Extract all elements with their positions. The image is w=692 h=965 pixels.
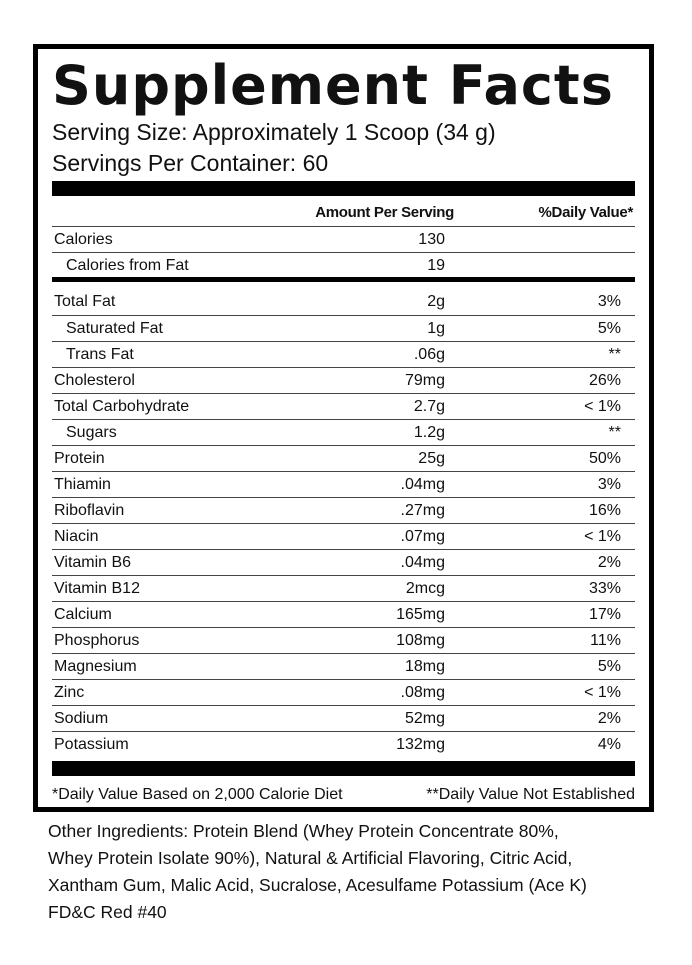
- nutrient-name: Sugars: [66, 424, 117, 441]
- nutrient-name: Cholesterol: [54, 372, 135, 389]
- nutrient-daily-value: **: [608, 424, 621, 441]
- ingredients-line: FD&C Red #40: [48, 902, 167, 922]
- nutrient-name: Total Fat: [54, 293, 116, 310]
- nutrient-row: [52, 471, 635, 498]
- nutrient-name: Vitamin B12: [54, 580, 140, 597]
- nutrient-amount: 1g: [427, 320, 445, 337]
- nutrient-daily-value: 26%: [588, 372, 621, 389]
- nutrient-amount: .07mg: [400, 528, 445, 545]
- nutrient-row: [52, 731, 635, 758]
- nutrient-daily-value: < 1%: [584, 398, 621, 415]
- nutrient-name: Potassium: [54, 736, 129, 753]
- nutrient-daily-value: 17%: [588, 606, 621, 623]
- nutrient-daily-value: 5%: [597, 658, 621, 675]
- nutrient-name: Vitamin B6: [54, 554, 132, 571]
- ingredients-line: Whey Protein Isolate 90%), Natural & Artificial Flavoring, Citric Acid,: [48, 848, 573, 868]
- nutrient-name: Thiamin: [54, 476, 111, 493]
- nutrient-amount: 79mg: [404, 372, 445, 389]
- nutrient-amount: .27mg: [400, 502, 445, 519]
- nutrient-daily-value: 5%: [597, 320, 621, 337]
- panel-title: Supplement Facts: [52, 54, 614, 117]
- nutrient-name: Calories from Fat: [66, 257, 189, 274]
- nutrient-row: [52, 367, 635, 394]
- nutrient-row: [52, 575, 635, 602]
- nutrient-amount: .06g: [413, 346, 445, 363]
- nutrient-name: Zinc: [54, 684, 85, 701]
- nutrient-name: Saturated Fat: [66, 320, 163, 337]
- nutrient-name: Niacin: [54, 528, 99, 545]
- nutrient-name: Calcium: [54, 606, 112, 623]
- nutrient-daily-value: 3%: [597, 293, 621, 310]
- ingredients-line: Other Ingredients: Protein Blend (Whey Protein Concentrate 80%,: [48, 821, 559, 841]
- nutrient-row-calories-from-fat: [52, 252, 635, 279]
- nutrient-amount: 25g: [418, 450, 445, 467]
- nutrient-daily-value: 2%: [597, 554, 621, 571]
- nutrient-amount: 1.2g: [413, 424, 445, 441]
- nutrient-row-calories: [52, 226, 635, 253]
- nutrient-amount: .08mg: [400, 684, 445, 701]
- nutrient-amount: 108mg: [396, 632, 445, 649]
- nutrient-amount: 130: [418, 231, 445, 248]
- nutrient-row: [52, 549, 635, 576]
- nutrient-daily-value: 2%: [597, 710, 621, 727]
- nutrient-amount: 165mg: [396, 606, 445, 623]
- other-ingredients: [48, 818, 648, 926]
- nutrient-row: [52, 419, 635, 446]
- thick-divider: [52, 181, 635, 196]
- serving-size: Serving Size: Approximately 1 Scoop (34 g): [52, 119, 496, 145]
- nutrient-amount: 2.7g: [413, 398, 445, 415]
- supplement-facts-panel: [33, 44, 654, 812]
- column-header-row: [52, 200, 635, 226]
- nutrient-row: [52, 315, 635, 342]
- nutrient-row: [52, 497, 635, 524]
- nutrient-amount: 2g: [427, 293, 445, 310]
- thick-divider: [52, 761, 635, 776]
- nutrient-row: [52, 523, 635, 550]
- nutrient-name: Trans Fat: [66, 346, 134, 363]
- nutrient-row: [52, 289, 635, 315]
- servings-per-container: Servings Per Container: 60: [52, 150, 329, 176]
- nutrient-amount: 18mg: [404, 658, 445, 675]
- nutrient-amount: 52mg: [404, 710, 445, 727]
- nutrient-row: [52, 679, 635, 706]
- nutrient-row: [52, 653, 635, 680]
- nutrient-amount: .04mg: [400, 554, 445, 571]
- nutrient-amount: 19: [427, 257, 445, 274]
- nutrient-daily-value: < 1%: [584, 684, 621, 701]
- nutrient-daily-value: 16%: [588, 502, 621, 519]
- nutrient-name: Riboflavin: [54, 502, 125, 519]
- nutrient-name: Total Carbohydrate: [54, 398, 190, 415]
- nutrient-name: Sodium: [54, 710, 109, 727]
- nutrient-amount: 2mcg: [405, 580, 445, 597]
- nutrient-name: Protein: [54, 450, 105, 467]
- daily-value-header: %Daily Value*: [538, 204, 633, 221]
- nutrient-daily-value: 11%: [590, 632, 621, 649]
- nutrient-row: [52, 393, 635, 420]
- nutrient-name: Phosphorus: [54, 632, 140, 649]
- daily-value-footnote: *Daily Value Based on 2,000 Calorie Diet: [52, 786, 343, 803]
- nutrient-row: [52, 341, 635, 368]
- nutrient-name: Magnesium: [54, 658, 137, 675]
- medium-divider: [52, 277, 635, 282]
- nutrient-row: [52, 601, 635, 628]
- ingredients-line: Xantham Gum, Malic Acid, Sucralose, Acesulfame Potassium (Ace K): [48, 875, 587, 895]
- nutrient-daily-value: < 1%: [584, 528, 621, 545]
- footnotes: [52, 782, 635, 808]
- nutrient-daily-value: 4%: [597, 736, 621, 753]
- not-established-footnote: **Daily Value Not Established: [426, 786, 635, 803]
- nutrient-daily-value: 50%: [588, 450, 621, 467]
- nutrient-daily-value: **: [608, 346, 621, 363]
- nutrient-amount: 132mg: [396, 736, 445, 753]
- nutrient-row: [52, 627, 635, 654]
- nutrient-name: Calories: [54, 231, 113, 248]
- nutrient-row: [52, 705, 635, 732]
- nutrient-daily-value: 3%: [597, 476, 621, 493]
- nutrient-daily-value: 33%: [588, 580, 621, 597]
- nutrient-amount: .04mg: [400, 476, 445, 493]
- nutrient-row: [52, 445, 635, 472]
- amount-per-serving-header: Amount Per Serving: [315, 204, 454, 221]
